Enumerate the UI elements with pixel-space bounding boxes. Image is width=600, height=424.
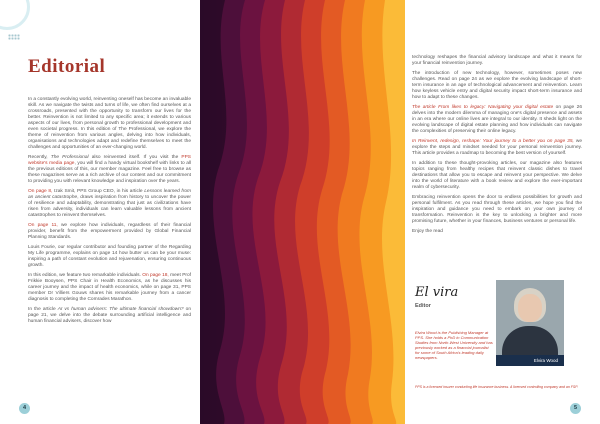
editor-role: Editor bbox=[415, 303, 431, 309]
right-page bbox=[405, 0, 600, 424]
decorative-dots-icon bbox=[8, 34, 20, 40]
website-link[interactable]: PPS website's media page bbox=[28, 155, 192, 166]
editor-signature: El vira bbox=[415, 285, 459, 300]
paragraph: In the article AI vs human advisers: The ultimate financial showdown? on page 21, we delve into the debate surrounding artificial intelligence and human financial advisers, discover how bbox=[28, 307, 192, 324]
page-title: Editorial bbox=[28, 56, 106, 77]
page-number-left: 4 bbox=[19, 403, 30, 414]
paragraph: technology reshapes the financial advisory landscape and what it means for your financial reinvention journey. bbox=[412, 55, 582, 66]
paragraph: The introduction of new technology, however, sometimes poses new challenges. Read on page 24 as we explore the evolving landscape of short-term insurance in an age of technological advancement and reinvention. Learn how keyless vehicle entry and digital security impact short-term insurance and how to adapt to these changes. bbox=[412, 71, 582, 100]
paragraph: The article From likes to legacy: Navigating your digital estate on page 26 delves into the modern dilemma of managing one's digital presence and assets in an era where our online lives are integral to our identity. It sheds light on the evolving landscape of digital estate planning and how individuals can navigate the complexities of preserving their online legacy. bbox=[412, 105, 583, 134]
paragraph: Embracing reinvention opens the door to endless possibilities for growth and personal fulfilment. As you read through these articles, we hope you find the inspiration and guidance you need to embark on your own journey of transformation. Reinvention is the key to unlocking a brighter and more promising future, whether in your finances, business ventures or personal life. bbox=[412, 195, 582, 224]
left-page bbox=[0, 0, 200, 424]
photo-name-tag: Elvira Wood bbox=[496, 355, 564, 366]
footnote: PPS is a licensed insurer conducting life insurance business. A licensed controlling company and an FSP. bbox=[415, 385, 579, 389]
abstract-wave-artwork bbox=[200, 0, 405, 424]
paragraph: In Reinvent, redesign, reshape: Your journey to a better you on page 35, we explore the steps and mindset needed for your personal reinvention journey. This article provides a roadmap to becoming the best version of yourself. bbox=[412, 139, 582, 156]
paragraph: In a constantly evolving world, reinventing oneself has become an invaluable skill. As we navigate the twists and turns of life, we often find ourselves at a crossroads, presented with the opportunity to transform our lives for the better. Reinvention is not limited to any specific area; it extends to various aspects of our lives, from personal growth to professional development and even societal progress. In this edition of The Professional, we explore the theme of reinvention from various angles, delving into how individuals, organisations and technologies adapt and redefine themselves to meet the challenges and opportunities of an ever-changing world. bbox=[28, 97, 191, 150]
editor-photo bbox=[496, 280, 564, 355]
decorative-circle-icon bbox=[0, 0, 30, 30]
paragraph: In this edition, we feature two remarkable individuals. On page 18, meet Prof Frikkie Booysen, PPS Chair in Health Economics, as he discusses his career journey and the impact of health economics, while on page 31, PPS member Dr Villiers Gouws shares his remarkable journey from a cancer diagnosis to completing the Comrades Marathon. bbox=[28, 273, 191, 302]
page-number-right: 5 bbox=[570, 403, 581, 414]
paragraph: Enjoy the read bbox=[412, 229, 443, 234]
paragraph: Recently, The Professional also reinvented itself. If you visit the PPS website's media page, you will find a handy virtual bookshelf with links to all the previous editions of this, our member magazine. Feel free to browse as these magazines serve as a rich archive of our content and our commitment to providing you with relevant knowledge and inspiration over the years. bbox=[28, 155, 192, 184]
right-body-text bbox=[412, 55, 582, 239]
paragraph: On page 11, we explore how individuals, regardless of their financial provider, benefit from the empowerment provided by Global Financial Planning Standards. bbox=[28, 223, 191, 240]
paragraph: Louis Fourie, our regular contributor and founding partner of the Regarding My Life programme, explains on page 14 how butter us can be your muse: inspiring a path of constant evolution and rejuvenation, ensuring continuous growth. bbox=[28, 245, 191, 268]
editor-bio: Elvira Wood is the Publishing Manager at PPS. She holds a PhD in Communication Studies from North-West University and has previously worked as a financial journalist for some of South Africa's leading daily newspapers. bbox=[415, 330, 493, 360]
paragraph: On page 8, Izak Smit, PPS Group CEO, in his article Lessons learned from an ancient catastrophe, draws inspiration from history to uncover the power of resilience and adaptability, demonstrating that just as civilizations have risen from adversity, individuals can learn valuable lessons from ancient catastrophes to reinvent themselves. bbox=[28, 189, 191, 218]
paragraph: In addition to these thought-provoking articles, our magazine also features topics ranging from healthy recipes that reinvent classic dishes to travel destinations that allow you to escape and reinvent your perspective. We delve into the world of literature with a book review and explore the ever-important realm of cybersecurity. bbox=[412, 161, 582, 190]
left-body-text bbox=[28, 97, 191, 329]
